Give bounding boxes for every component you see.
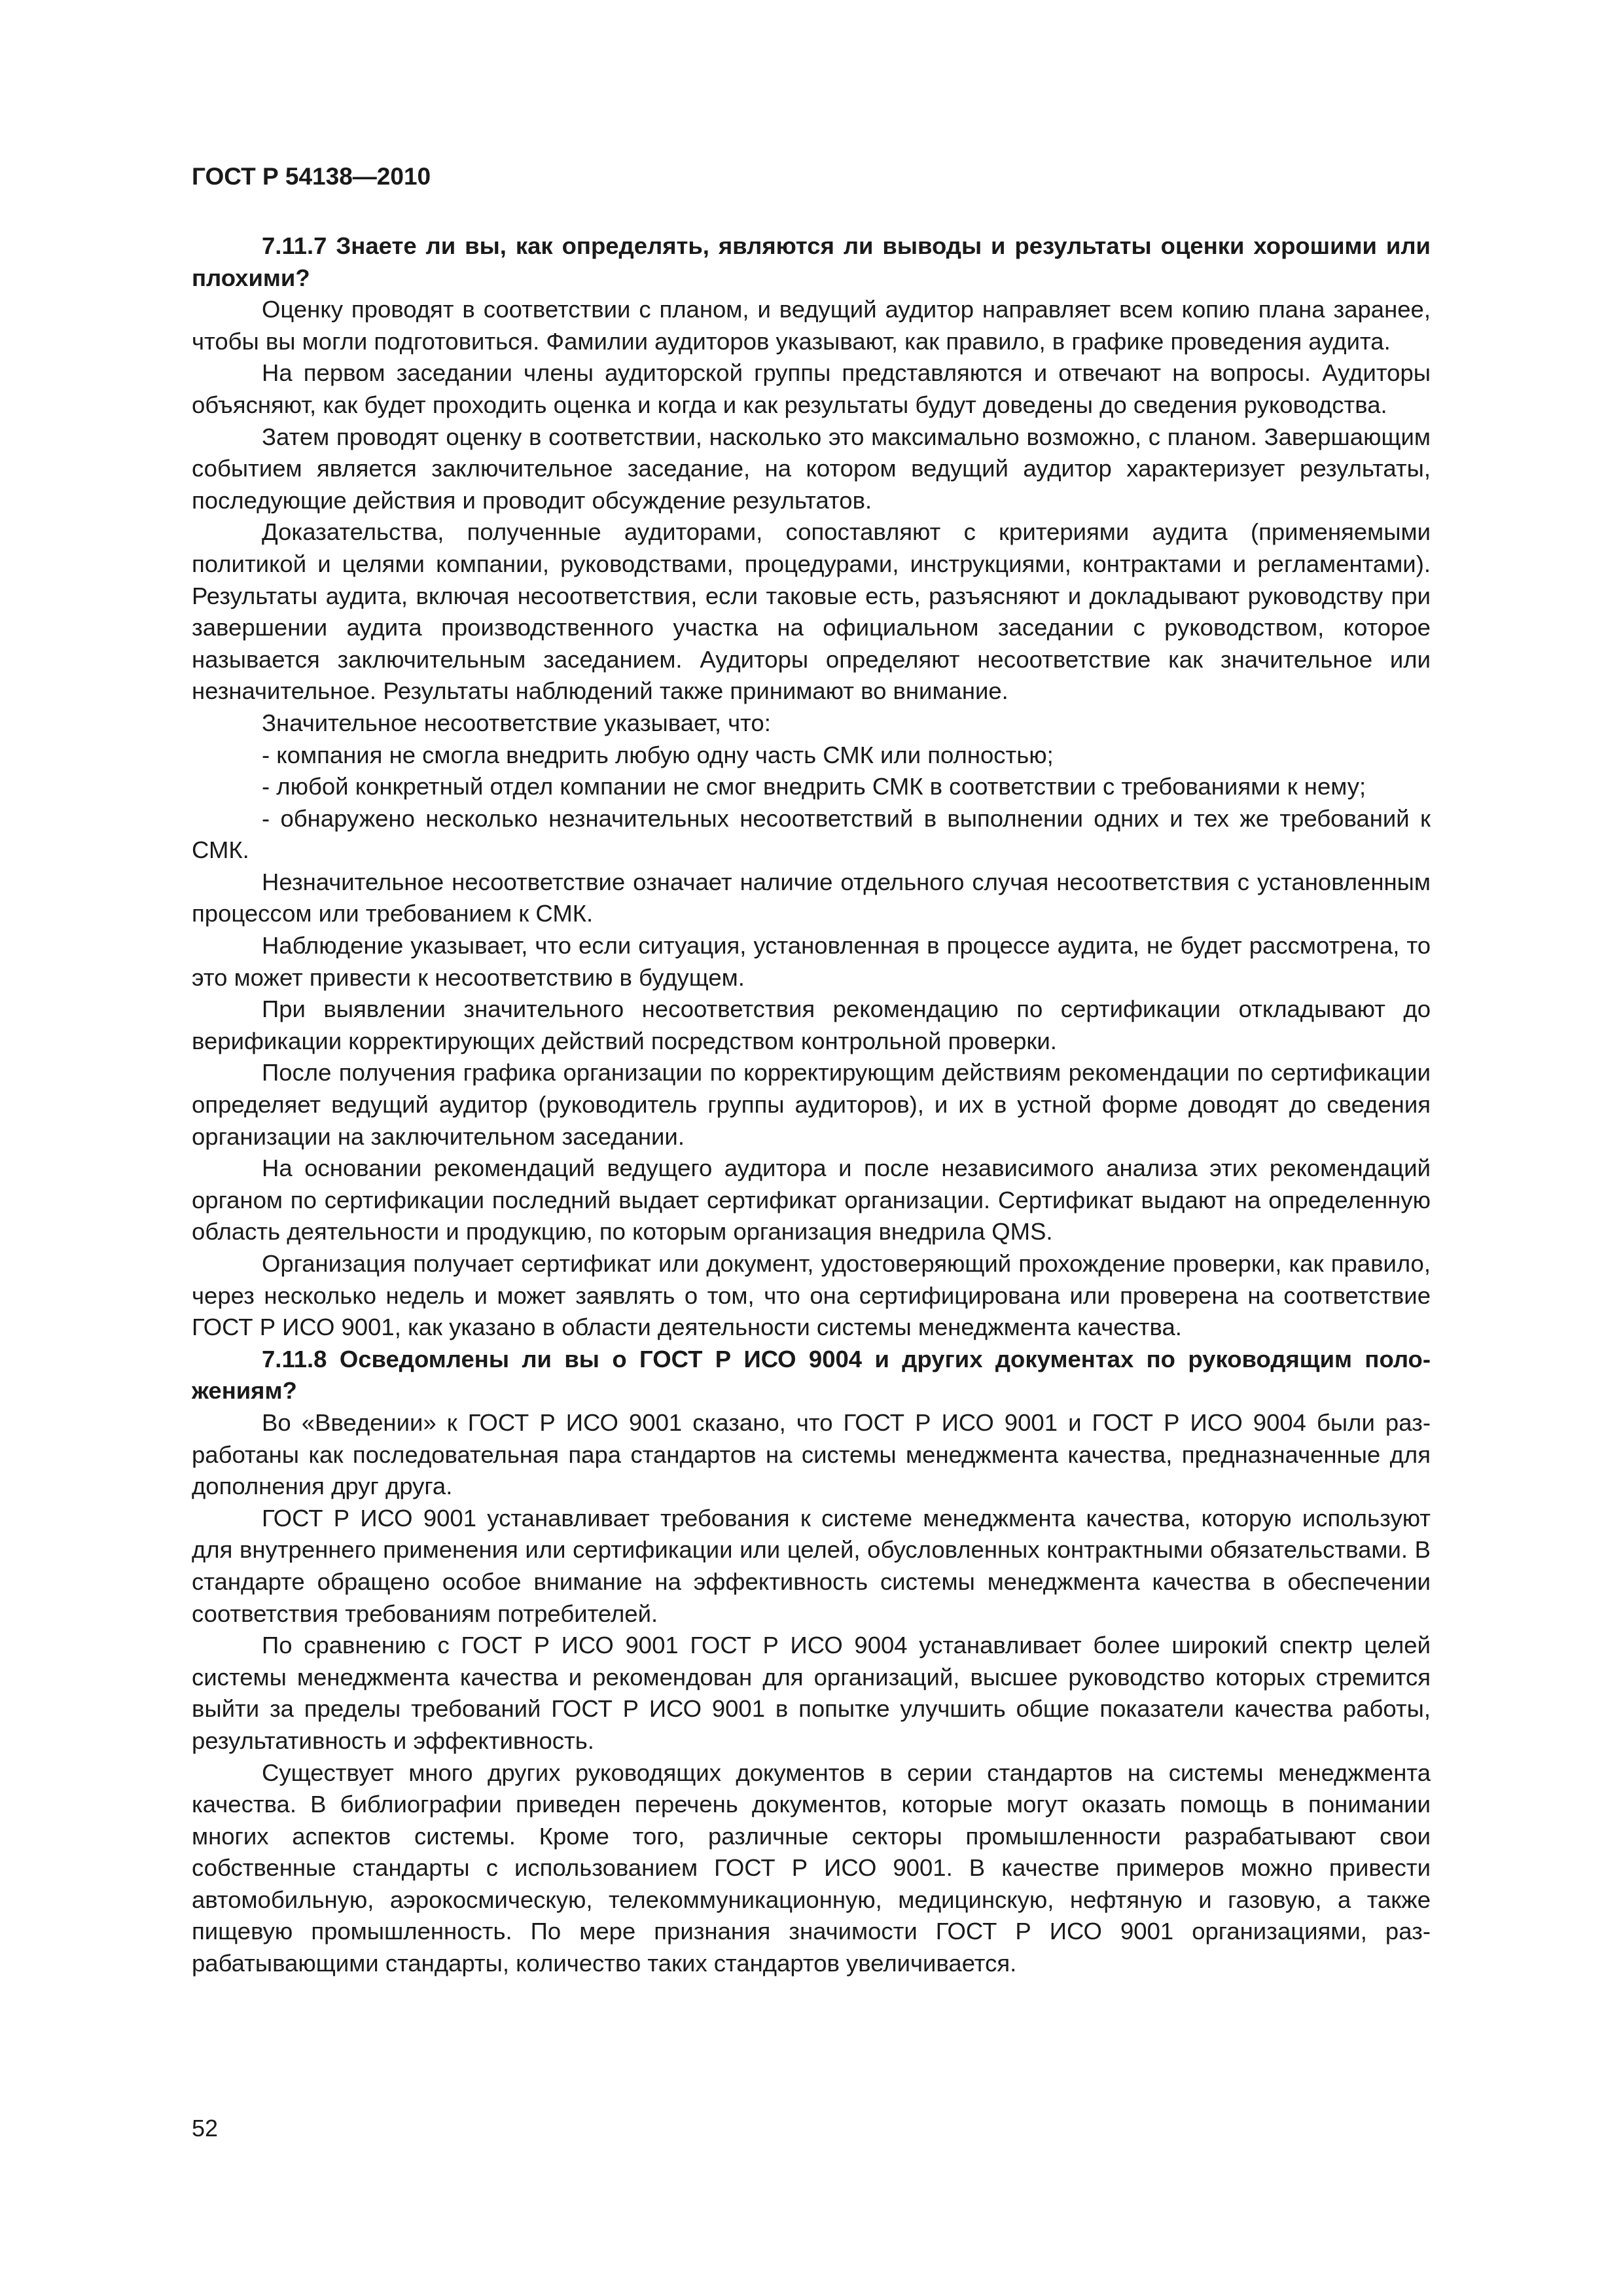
section-heading: 7.11.8 Осведомлены ли вы о ГОСТ Р ИСО 9004 и других документах по руководящим положениям? xyxy=(192,1345,1431,1405)
paragraph: Оценку проводят в соответствии с планом, и ведущий аудитор направляет всем копию плана заранее, чтобы вы могли подготовиться. Фамилии аудиторов указывают, как правило, в графике проведения аудита. xyxy=(192,296,1431,355)
paragraph: Затем проводят оценку в соответствии, насколько это максимально возможно, с планом. Завершающим событием является заключительное заседание, на котором ведущий аудитор характеризует результаты, последующие действия и проводит обсуждение результатов. xyxy=(192,423,1431,514)
paragraph: Значительное несоответствие указывает, что: xyxy=(262,709,771,736)
page-number: 52 xyxy=(192,2115,219,2142)
paragraph: После получения графика организации по корректирующим действиям рекомендации по сертификации определяет ведущий аудитор (руководитель группы аудиторов), и их в устной форме доводят до сведения организации на заключительном заседании. xyxy=(192,1059,1431,1150)
paragraph: Незначительное несоответствие означает наличие отдельного случая несоответствия с установленным процессом или требованием к СМК. xyxy=(192,868,1431,927)
document-body xyxy=(192,230,1431,1980)
paragraph: Наблюдение указывает, что если ситуация, установленная в процессе аудита, не будет рассмотрена, то это может привести к несоответствию в будущем. xyxy=(192,932,1431,991)
paragraph: Существует много других руководящих документов в серии стандартов на системы менеджмента качества. В библиографии приведен перечень документов, которые могут оказать помощь в понимании многих аспектов системы. Кроме того, различные секторы промышленности разрабатывают свои собственные стандарты с использованием ГОСТ Р ИСО 9001. В качестве примеров можно привести автомобильную, аэрокосмическую, телекоммуникационную, медицинскую, нефтяную и газовую, а также пищевую промышленность. По мере признания значимости ГОСТ Р ИСО 9001 организациями, разрабатывающими стандарты, количество таких стандартов увеличивается. xyxy=(192,1759,1431,1977)
paragraph: Доказательства, полученные аудиторами, сопоставляют с критериями аудита (применяемыми политикой и целями компании, руководствами, процедурами, инструкциями, контрактами и регламентами). Результаты аудита, включая несоответствия, если таковые есть, разъясняют и докладывают руководству при завершении аудита производственного участка на официальном заседании с руководством, которое называется заключительным заседанием. Аудиторы определяют несоответствие как значительное или незначительное. Результаты наблюдений также принимают во внимание. xyxy=(192,518,1431,705)
list-item: - компания не смогла внедрить любую одну часть СМК или полностью; xyxy=(262,741,1054,768)
paragraph: Организация получает сертификат или документ, удостоверяющий прохождение проверки, как правило, через несколько недель и может заявлять о том, что она сертифицирована или проверена на соответствие ГОСТ Р ИСО 9001, как указано в области деятельности системы менеджмента качества. xyxy=(192,1250,1431,1341)
paragraph: На основании рекомендаций ведущего аудитора и после независимого анализа этих рекомендаций органом по сертификации последний выдает сертификат организации. Сертификат выдают на определенную область деятельности и продукцию, по которым организация внедрила QMS. xyxy=(192,1155,1431,1246)
paragraph: При выявлении значительного несоответствия рекомендацию по сертификации откладывают до верификации корректирующих действий посредством контрольной проверки. xyxy=(192,996,1431,1054)
standard-designation: ГОСТ Р 54138—2010 xyxy=(192,163,431,190)
section-heading: 7.11.7 Знаете ли вы, как определять, являются ли выводы и результаты оценки хорошими или плохими? xyxy=(192,232,1431,291)
paragraph: По сравнению с ГОСТ Р ИСО 9001 ГОСТ Р ИСО 9004 устанавливает более широкий спектр целей системы менеджмента качества и рекомендован для организаций, высшее руководство которых стремится выйти за пределы требований ГОСТ Р ИСО 9001 в попытке улучшить общие показатели качества работы, результативность и эффективность. xyxy=(192,1632,1431,1754)
list-item: - обнаружено несколько незначительных несоответствий в выполнении одних и тех же требований к СМК. xyxy=(192,804,1431,864)
paragraph: На первом заседании члены аудиторской группы представляются и отвечают на вопросы. Аудиторы объясняют, как будет проходить оценка и когда и как результаты будут доведены до сведения руководства. xyxy=(192,359,1431,418)
paragraph: Во «Введении» к ГОСТ Р ИСО 9001 сказано, что ГОСТ Р ИСО 9001 и ГОСТ Р ИСО 9004 были разработаны как последовательная пара стандартов на системы менеджмента качества, предназначенные для дополнения друг друга. xyxy=(192,1408,1431,1500)
paragraph: ГОСТ Р ИСО 9001 устанавливает требования к системе менеджмента качества, которую используют для внутреннего применения или сертификации или целей, обусловленных контрактными обязательствами. В стандарте обращено особое внимание на эффективность системы менеджмента качества в обеспечении соответствия требованиям потребителей. xyxy=(192,1504,1431,1627)
list-item: - любой конкретный отдел компании не смог внедрить СМК в соответствии с требованиями к нему; xyxy=(262,773,1366,800)
